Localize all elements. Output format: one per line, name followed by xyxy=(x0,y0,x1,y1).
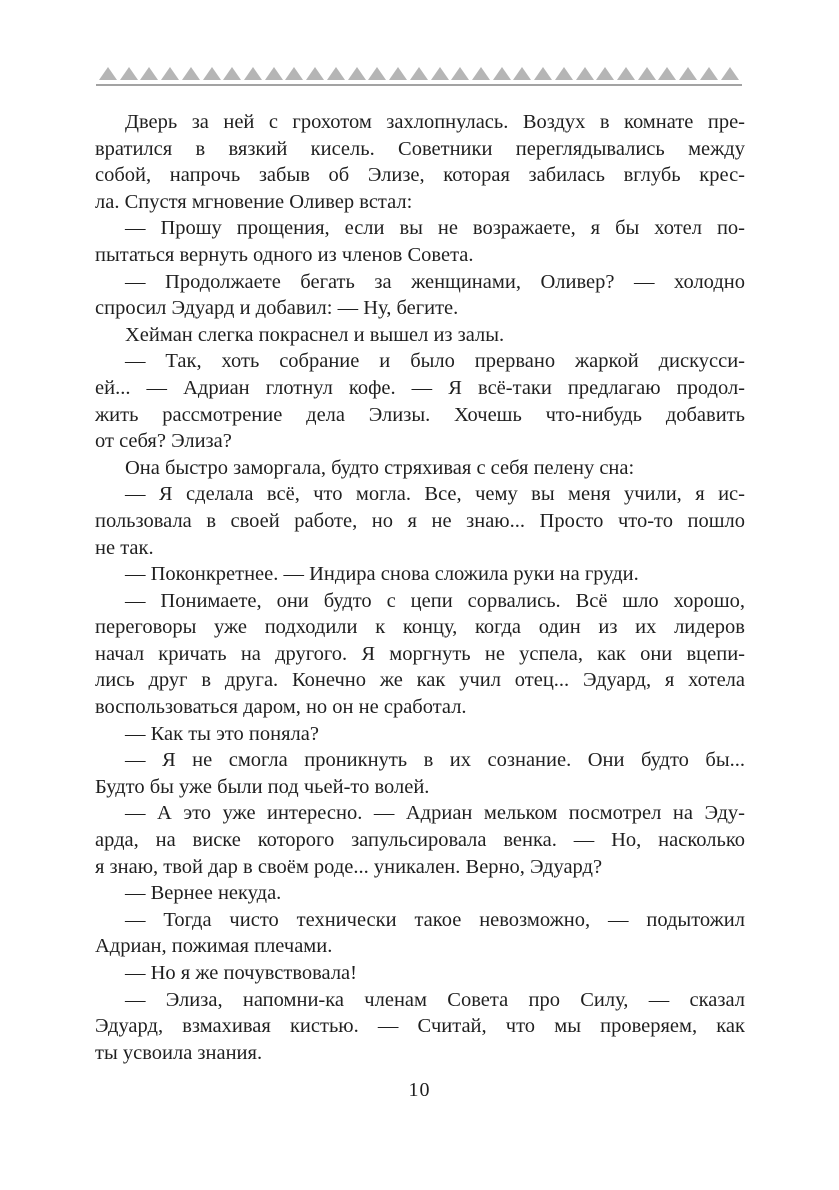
triangle-icon xyxy=(203,67,221,80)
triangle-icon xyxy=(555,67,573,80)
triangle-icon xyxy=(410,67,428,80)
paragraph xyxy=(95,481,745,561)
text-line: пытаться вернуть одного из членов Совета. xyxy=(95,243,474,266)
text-line: — Вернее некуда. xyxy=(125,882,282,905)
paragraph xyxy=(95,960,745,987)
text-line: Будто бы уже были под чьей-то волей. xyxy=(95,775,430,798)
text-line: — Я не смогла проникнуть в их сознание. Они будто бы... xyxy=(125,749,745,772)
text-line: — Прошу прощения, если вы не возражаете, я бы хотел по- xyxy=(125,217,745,240)
paragraph xyxy=(95,561,745,588)
text-line: не так. xyxy=(95,536,154,559)
page-header xyxy=(96,67,742,86)
text-line: — Так, хоть собрание и было прервано жаркой дискусси- xyxy=(125,350,745,373)
text-line: Эдуард, взмахивая кистью. — Считай, что мы проверяем, как xyxy=(95,1015,745,1038)
text-block xyxy=(95,109,745,1066)
text-line: начал кричать на другого. Я моргнуть не успела, как они вцепи- xyxy=(95,642,745,665)
triangle-icon xyxy=(182,67,200,80)
triangle-icon xyxy=(596,67,614,80)
text-line: — Но я же почувствовала! xyxy=(125,962,357,984)
paragraph xyxy=(95,109,745,215)
paragraph xyxy=(95,322,745,349)
paragraph xyxy=(95,907,745,960)
triangle-icon xyxy=(161,67,179,80)
text-line: спросил Эдуард и добавил: — Ну, бегите. xyxy=(95,297,459,320)
paragraph xyxy=(95,269,745,322)
paragraph xyxy=(95,880,745,907)
triangle-icon xyxy=(576,67,594,80)
text-line: — Понимаете, они будто с цепи сорвались. Всё шло хорошо, xyxy=(125,589,745,612)
triangle-icon xyxy=(700,67,718,80)
triangle-icon xyxy=(223,67,241,80)
text-line: — Продолжаете бегать за женщинами, Оливер? — холодно xyxy=(125,270,745,293)
triangle-icon xyxy=(306,67,324,80)
text-line: арда, на виске которого запульсировала венка. — Но, насколько xyxy=(95,829,745,852)
triangle-icon xyxy=(451,67,469,80)
triangle-icon xyxy=(513,67,531,80)
text-line: — Как ты это поняла? xyxy=(125,722,319,745)
triangle-icon xyxy=(140,67,158,80)
text-line: Она быстро заморгала, будто стряхивая с себя пелену сна: xyxy=(125,456,635,479)
paragraph xyxy=(95,987,745,1067)
triangle-icon xyxy=(327,67,345,80)
triangle-icon xyxy=(493,67,511,80)
triangle-icon xyxy=(99,67,117,80)
triangle-icon xyxy=(368,67,386,80)
text-line: — Тогда чисто технически такое невозможно, — подытожил xyxy=(125,908,745,931)
text-line: ла. Спустя мгновение Оливер встал: xyxy=(95,190,413,213)
text-line: — Поконкретнее. — Индира снова сложила руки на груди. xyxy=(125,563,639,586)
triangle-icon xyxy=(389,67,407,80)
triangle-icon xyxy=(617,67,635,80)
text-line: жить рассмотрение дела Элизы. Хочешь что-нибудь добавить xyxy=(95,403,745,426)
triangle-icon xyxy=(285,67,303,80)
triangle-icon xyxy=(638,67,656,80)
text-line: Дверь за ней с грохотом захлопнулась. Воздух в комнате пре- xyxy=(125,111,745,133)
text-line: пользовала в своей работе, но я не знаю... Просто что-то пошло xyxy=(95,509,745,532)
paragraph xyxy=(95,800,745,880)
text-line: вратился в вязкий кисель. Советники переглядывались между xyxy=(95,137,745,160)
text-line: собой, напрочь забыв об Элизе, которая забилась вглубь крес- xyxy=(95,164,745,187)
text-line: Хейман слегка покраснел и вышел из залы. xyxy=(125,323,505,346)
text-line: от себя? Элиза? xyxy=(95,430,232,453)
text-line: ей... — Адриан глотнул кофе. — Я всё-таки предлагаю продол- xyxy=(95,376,745,399)
triangle-icon xyxy=(534,67,552,80)
triangle-icon xyxy=(431,67,449,80)
triangle-icon xyxy=(244,67,262,80)
text-line: ты усвоила знания. xyxy=(95,1041,263,1064)
triangle-icon xyxy=(348,67,366,80)
paragraph xyxy=(95,455,745,482)
text-line: воспользоваться даром, но он не сработал. xyxy=(95,696,467,719)
paragraph xyxy=(95,215,745,268)
triangle-icon xyxy=(721,67,739,80)
text-line: — Я сделала всё, что могла. Все, чему вы меня учили, я ис- xyxy=(125,483,745,506)
text-line: — А это уже интересно. — Адриан мельком посмотрел на Эду- xyxy=(125,802,745,825)
text-line: я знаю, твой дар в своём роде... уникален. Верно, Эдуард? xyxy=(95,855,603,878)
paragraph xyxy=(95,588,745,721)
triangle-icon xyxy=(472,67,490,80)
triangle-icon xyxy=(265,67,283,80)
paragraph xyxy=(95,721,745,748)
page-footer xyxy=(0,1079,839,1102)
paragraph xyxy=(95,747,745,800)
triangle-icon xyxy=(679,67,697,80)
text-line: переговоры уже подходили к концу, когда один из их лидеров xyxy=(95,616,745,639)
text-line: — Элиза, напомни-ка членам Совета про Силу, — сказал xyxy=(125,988,745,1011)
ornament-triangles xyxy=(96,67,742,80)
paragraph xyxy=(95,348,745,454)
text-line: Адриан, пожимая плечами. xyxy=(95,935,333,958)
ornament-rule xyxy=(96,84,742,86)
page-number: 10 xyxy=(408,1079,431,1101)
triangle-icon xyxy=(120,67,138,80)
text-line: лись друг в друга. Конечно же как учил отец... Эдуард, я хотела xyxy=(95,669,745,692)
triangle-icon xyxy=(658,67,676,80)
